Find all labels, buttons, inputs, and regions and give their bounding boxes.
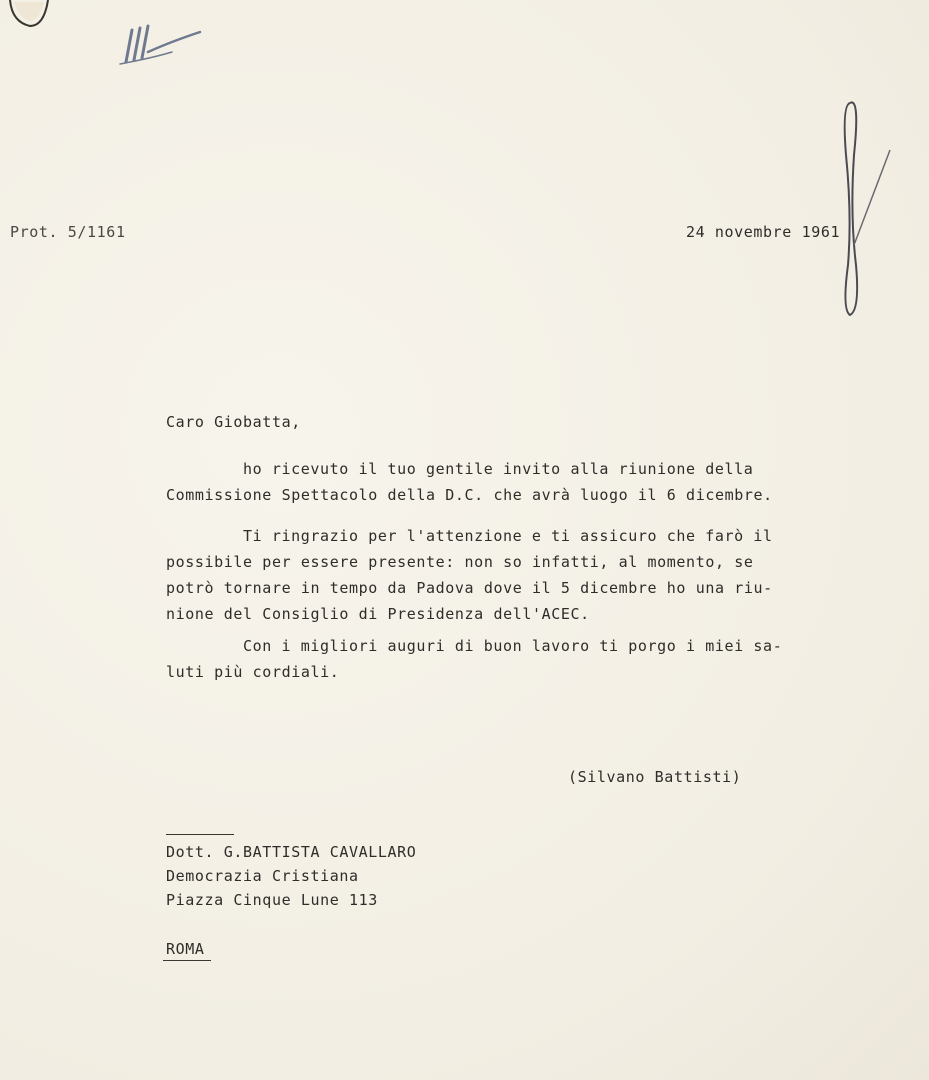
recipient-line: Dott. G.BATTISTA CAVALLARO (166, 843, 417, 861)
punch-hole-mark (0, 0, 60, 40)
body-line: Ti ringrazio per l'attenzione e ti assicuro che farò il (243, 527, 773, 545)
handwritten-initials (112, 12, 207, 72)
body-line: Commissione Spettacolo della D.C. che avrà luogo il 6 dicembre. (166, 486, 773, 504)
recipient-city: ROMA (166, 940, 205, 958)
recipient-rule (166, 834, 234, 835)
body-line: nione del Consiglio di Presidenza dell'ACEC. (166, 605, 590, 623)
body-line: possibile per essere presente: non so infatti, al momento, se (166, 553, 754, 571)
body-line: Con i migliori auguri di buon lavoro ti porgo i miei sa- (243, 637, 783, 655)
letter-date: 24 novembre 1961 (686, 223, 841, 241)
salutation: Caro Giobatta, (166, 413, 301, 431)
body-line: ho ricevuto il tuo gentile invito alla riunione della (243, 460, 754, 478)
signature: (Silvano Battisti) (568, 768, 742, 786)
body-line: luti più cordiali. (166, 663, 340, 681)
body-line: potrò tornare in tempo da Padova dove il 5 dicembre ho una riu- (166, 579, 773, 597)
recipient-line: Democrazia Cristiana (166, 867, 359, 885)
city-underline (163, 960, 211, 961)
handwritten-bracket (830, 95, 900, 325)
protocol-number: Prot. 5/1161 (10, 223, 126, 241)
recipient-line: Piazza Cinque Lune 113 (166, 891, 378, 909)
